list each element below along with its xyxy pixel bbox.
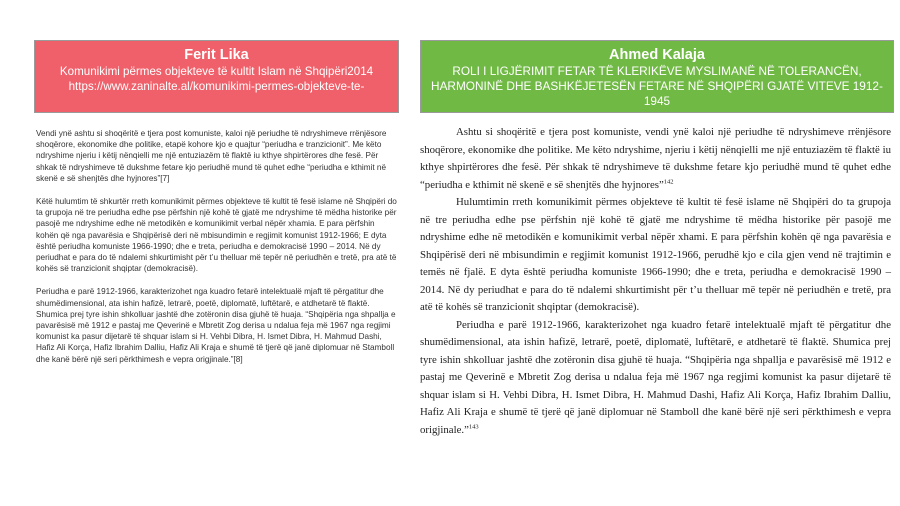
right-paragraph-1 (420, 124, 891, 194)
footnote-ref-142: 142 (663, 177, 674, 185)
left-text-column (36, 128, 398, 377)
left-paragraph-1: Vendi ynë ashtu si shoqëritë e tjera post komuniste, kaloi një periudhe të ndryshimeve rrënjësore shoqërore, ekonomike dhe politike, etapë kohore kjo e quajtur “periudha e tranzicionit”. Me këto ndryshime njeriu i këtij nënqielli me një entuziazëm të flaktë iu kthye shpirtërores dhe fesë. Për shkak të ndryshimeve të dukshme fetare kjo periudhë mund të quhet edhe “periudha e kthimit në skenë e së shenjtës dhe hyjnores”[7] (36, 129, 387, 183)
left-paragraph-2: Këtë hulumtim të shkurtër rreth komunikimit përmes objekteve të kultit të fesë islame në Shqipëri do ta grupoja në tre periudha edhe pse përfshin një kohë të gjatë me ndryshime të mëdha historike për pasojë me ndryshime edhe në metodikën e komunikimit verbal nëpër xhamia. E para përfshin kohën që nga pavarësia e Shqipërisë deri në mbisundimin e regjimit komunist 1912-1966; E dyta është periudha komuniste 1966-1990; dhe e treta, periudha e demokracisë 1990 – 2014. Në dy periudhat e para do të ndalemi shkurtimisht për t’u thelluar më tepër në periudhën e tretë, pra atë të kohës së tranzicionit shqiptar (demokracisë). (36, 197, 397, 274)
footnote-ref-143: 143 (468, 422, 479, 430)
right-text-column (420, 124, 891, 439)
right-author-name: Ahmed Kalaja (609, 47, 705, 63)
left-subtitle-line1: Komunikimi përmes objekteve të kultit Islam në Shqipëri2014 (59, 65, 374, 78)
right-subtitle-line2: HARMONINË DHE BASHKËJETESËN FETARE NË SHQIPËRI GJATË VITEVE 1912-1945 (431, 79, 883, 108)
right-paragraph-1-text: Ashtu si shoqëritë e tjera post komuniste, vendi ynë kaloi një periudhe të ndryshimeve rrënjësore shoqërore, ekonomike dhe politike. Me këto ndryshime, njeriu i këtij nënqielli me një entuziazëm të flaktë iu kthye shpirtërores dhe fesë. Për shkak të ndryshimeve të dukshme fetare kjo periudhë mund të quhet edhe “periudha e kthimit në skenë e së shenjtës dhe hyjnores” (420, 126, 891, 191)
right-paragraph-2 (420, 194, 891, 317)
left-paragraph-3: Periudha e parë 1912-1966, karakterizohet nga kuadro fetarë intelektualë mjaft të përgatitur dhe shumëdimensional, ata ishin hafizë, letrarë, poetë, diplomatë, luftëtarë, e atdhetarë të flaktë. Shumica prej tyre ishin shkolluar jashtë dhe zotëronin disa gjuhë të huaja. “Shqipëria nga shpallja e pavarësisë më 1912 e pastaj me Qeverinë e Mbretit Zog derisa u ndalua feja më 1967 nga regjimi komunist ka pasur dijetarë të shquar islam si H. Vehbi Dibra, H. Ismet Dibra, H. Mahmud Dashi, Hafiz Ali Korça, Hafiz Ibrahim Dalliu, Hafiz Ali Kraja e shumë të tjerë që janë diplomuar në Stamboll dhe kanë bërë një seri përkthimesh e vepra origjinale.”[8] (36, 287, 396, 364)
left-author-name: Ferit Lika (184, 47, 249, 63)
right-subtitle-line1: ROLI I LIGJËRIMIT FETAR TË KLERIKËVE MYSLIMANË NË TOLERANCËN, (452, 64, 862, 78)
left-subtitle-line2: https://www.zaninalte.al/komunikimi-permes-objekteve-te- (68, 80, 365, 93)
right-paragraph-3-text: Periudha e parë 1912-1966, karakterizohet nga kuadro fetarë intelektualë mjaft të përgatitur dhe shumëdimensional, ata ishin hafizë, letrarë, poetë, diplomatë, luftëtarë, e atdhetarë të flaktë. Shumica prej tyre ishin shkolluar jashtë dhe zotëronin disa gjuhë të huaja. “Shqipëria nga shpallja e pavarësisë më 1912 e pastaj me Qeverinë e Mbretit Zog derisa u ndalua feja më 1967 nga regjimi komunist ka pasur dijetarë të shquar islam si H. Vehbi Dibra, H. Ismet Dibra, H. Mahmud Dashi, Hafiz Ali Korça, Hafiz Ibrahim Dalliu, Hafiz Ali Kraja e shumë të tjerë që janë diplomuar në Stamboll dhe kanë bërë një seri përkthimesh e vepra origjinale.” (420, 318, 891, 436)
right-header-box (420, 40, 894, 113)
left-header-box (34, 40, 399, 113)
right-paragraph-2-text: Hulumtimin rreth komunikimit përmes objekteve të kultit të fesë islame në Shqipëri do ta grupoja në tre periudha edhe pse përfshin një kohë të gjatë me ndryshime të mëdha historike për pasojë me ndryshime edhe në metodikën e komunikimit verbal nëpër xhami. E para përfshin kohën që nga pavarësia e Shqipërisë deri në mbisundimin e regjimit komunist 1912-1966, perudhë kjo e cila gjen vend në trajtimin e temës në fjalë. E dyta është periudha komuniste 1966-1990; dhe e treta, periudha e demokracisë 1990 – 2014. Në dy periudhat e para do të ndalemi shkurtimisht për t’u thelluar më tepër në periudhën e tretë, pra atë të kohës së tranzicionit shqiptar (demokracisë). (420, 196, 891, 313)
right-paragraph-3 (420, 317, 891, 440)
